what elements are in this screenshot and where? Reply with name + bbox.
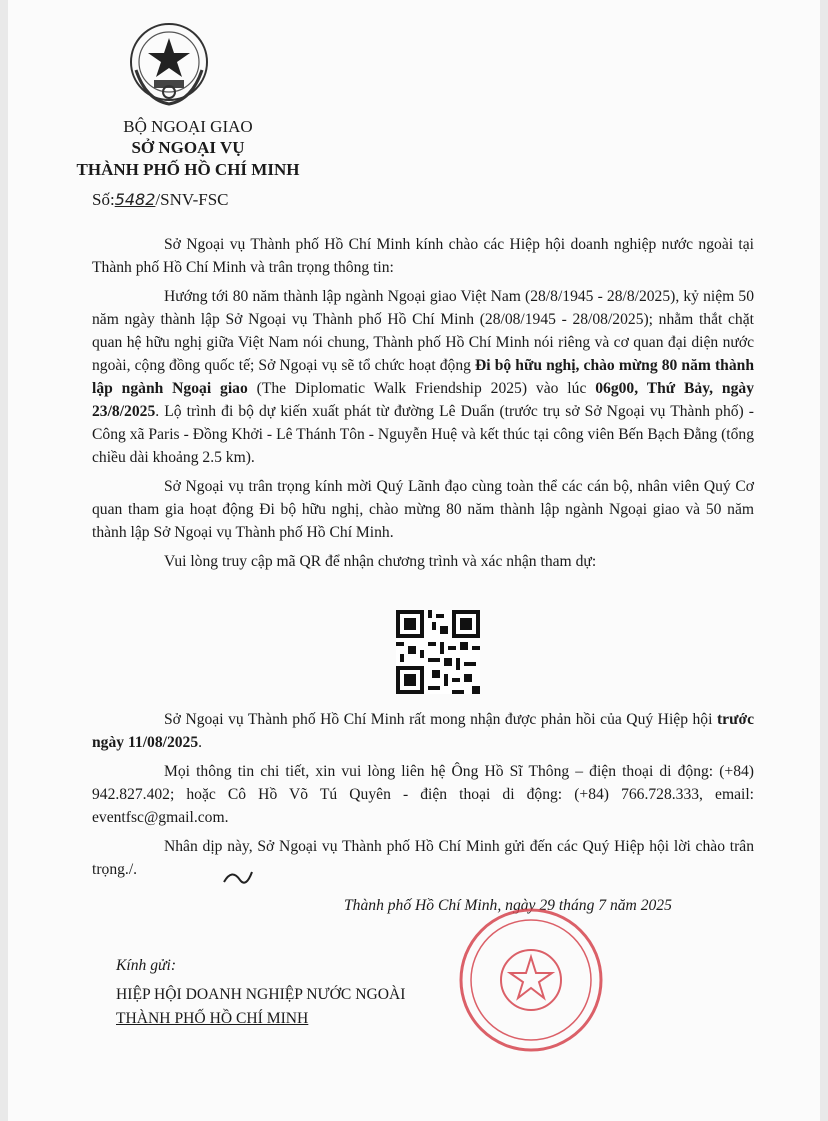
invitation-paragraph: Sở Ngoại vụ trân trọng kính mời Quý Lãnh đạo cùng toàn thể các cán bộ, nhân viên Quý Cơ quan tham gia hoạt động Đi bộ hữu nghị, chào mừng 80 năm thành lập ngành Ngoại giao và 50 năm thành lập Sở Ngoại vụ Thành phố Hồ Chí Minh. (92, 478, 754, 541)
recipient-label: Kính gửi: (116, 957, 177, 974)
handwritten-mark (222, 866, 254, 890)
document-number-suffix: /SNV-FSC (155, 190, 229, 209)
event-time: 06g00, Thứ Bảy, ngày 23/8/2025 (92, 380, 754, 420)
official-red-seal (456, 905, 606, 1055)
department-name: SỞ NGOẠI VỤ (131, 138, 245, 157)
document-page (8, 0, 820, 1121)
intro-paragraph: Sở Ngoại vụ Thành phố Hồ Chí Minh kính chào các Hiệp hội doanh nghiệp nước ngoài tại Thành phố Hồ Chí Minh và trân trọng thông tin: (92, 236, 754, 276)
qr-instruction: Vui lòng truy cập mã QR để nhận chương trình và xác nhận tham dự: (164, 553, 597, 570)
event-paragraph: Hướng tới 80 năm thành lập ngành Ngoại giao Việt Nam (28/8/1945 - 28/8/2025), kỷ niệm 50 năm ngày thành lập Sở Ngoại vụ Thành phố Hồ Chí Minh (28/08/1945 - 28/08/2025); nhằm thắt chặt quan hệ hữu nghị giữa Việt Nam nói chung, Thành phố Hồ Chí Minh nói riêng và cơ quan đại diện nước ngoài, cộng đồng quốc tế; Sở Ngoại vụ sẽ tổ chức hoạt động Đi bộ hữu nghị, chào mừng 80 năm thành lập ngành Ngoại giao (The Diplomatic Walk Friendship 2025) vào lúc 06g00, Thứ Bảy, ngày 23/8/2025. Lộ trình đi bộ dự kiến xuất phát từ đường Lê Duẩn (trước trụ sở Sở Ngoại vụ Thành phố) - Công xã Paris - Đồng Khởi - Lê Thánh Tôn - Nguyễn Huệ và kết thúc tại công viên Bến Bạch Đằng (tổng chiều dài khoảng 2.5 km). (92, 288, 754, 466)
document-number (92, 190, 229, 210)
recipient-line-2: THÀNH PHỐ HỒ CHÍ MINH (116, 1010, 309, 1027)
document-number-prefix: Số: (92, 190, 115, 209)
city-name: THÀNH PHỐ HỒ CHÍ MINH (76, 160, 300, 179)
ministry-name: BỘ NGOẠI GIAO (123, 117, 253, 136)
letter-body-bottom (92, 708, 754, 887)
event-name: Đi bộ hữu nghị, chào mừng 80 năm thành lập ngành Ngoại giao (92, 357, 754, 397)
national-emblem (126, 20, 212, 110)
recipient-line-1: HIỆP HỘI DOANH NGHIỆP NƯỚC NGOÀI (116, 986, 406, 1003)
document-number-handwritten: 5482 (114, 190, 156, 209)
deadline-paragraph: Sở Ngoại vụ Thành phố Hồ Chí Minh rất mong nhận được phản hồi của Quý Hiệp hội trước ngày 11/08/2025. (92, 711, 754, 751)
date-line: Thành phố Hồ Chí Minh, ngày 29 tháng 7 năm 2025 (344, 897, 672, 914)
contact-paragraph: Mọi thông tin chi tiết, xin vui lòng liên hệ Ông Hồ Sĩ Thông – điện thoại di động: (+84) 942.827.402; hoặc Cô Hồ Võ Tú Quyên - điện thoại di động: (+84) 766.728.333, email: eventfsc@gmail.com. (92, 763, 754, 826)
closing-paragraph: Nhân dịp này, Sở Ngoại vụ Thành phố Hồ Chí Minh gửi đến các Quý Hiệp hội lời chào trân trọng./. (92, 838, 754, 878)
letter-body-top (92, 233, 754, 579)
qr-code[interactable] (396, 610, 480, 694)
response-deadline: trước ngày 11/08/2025 (92, 711, 754, 751)
